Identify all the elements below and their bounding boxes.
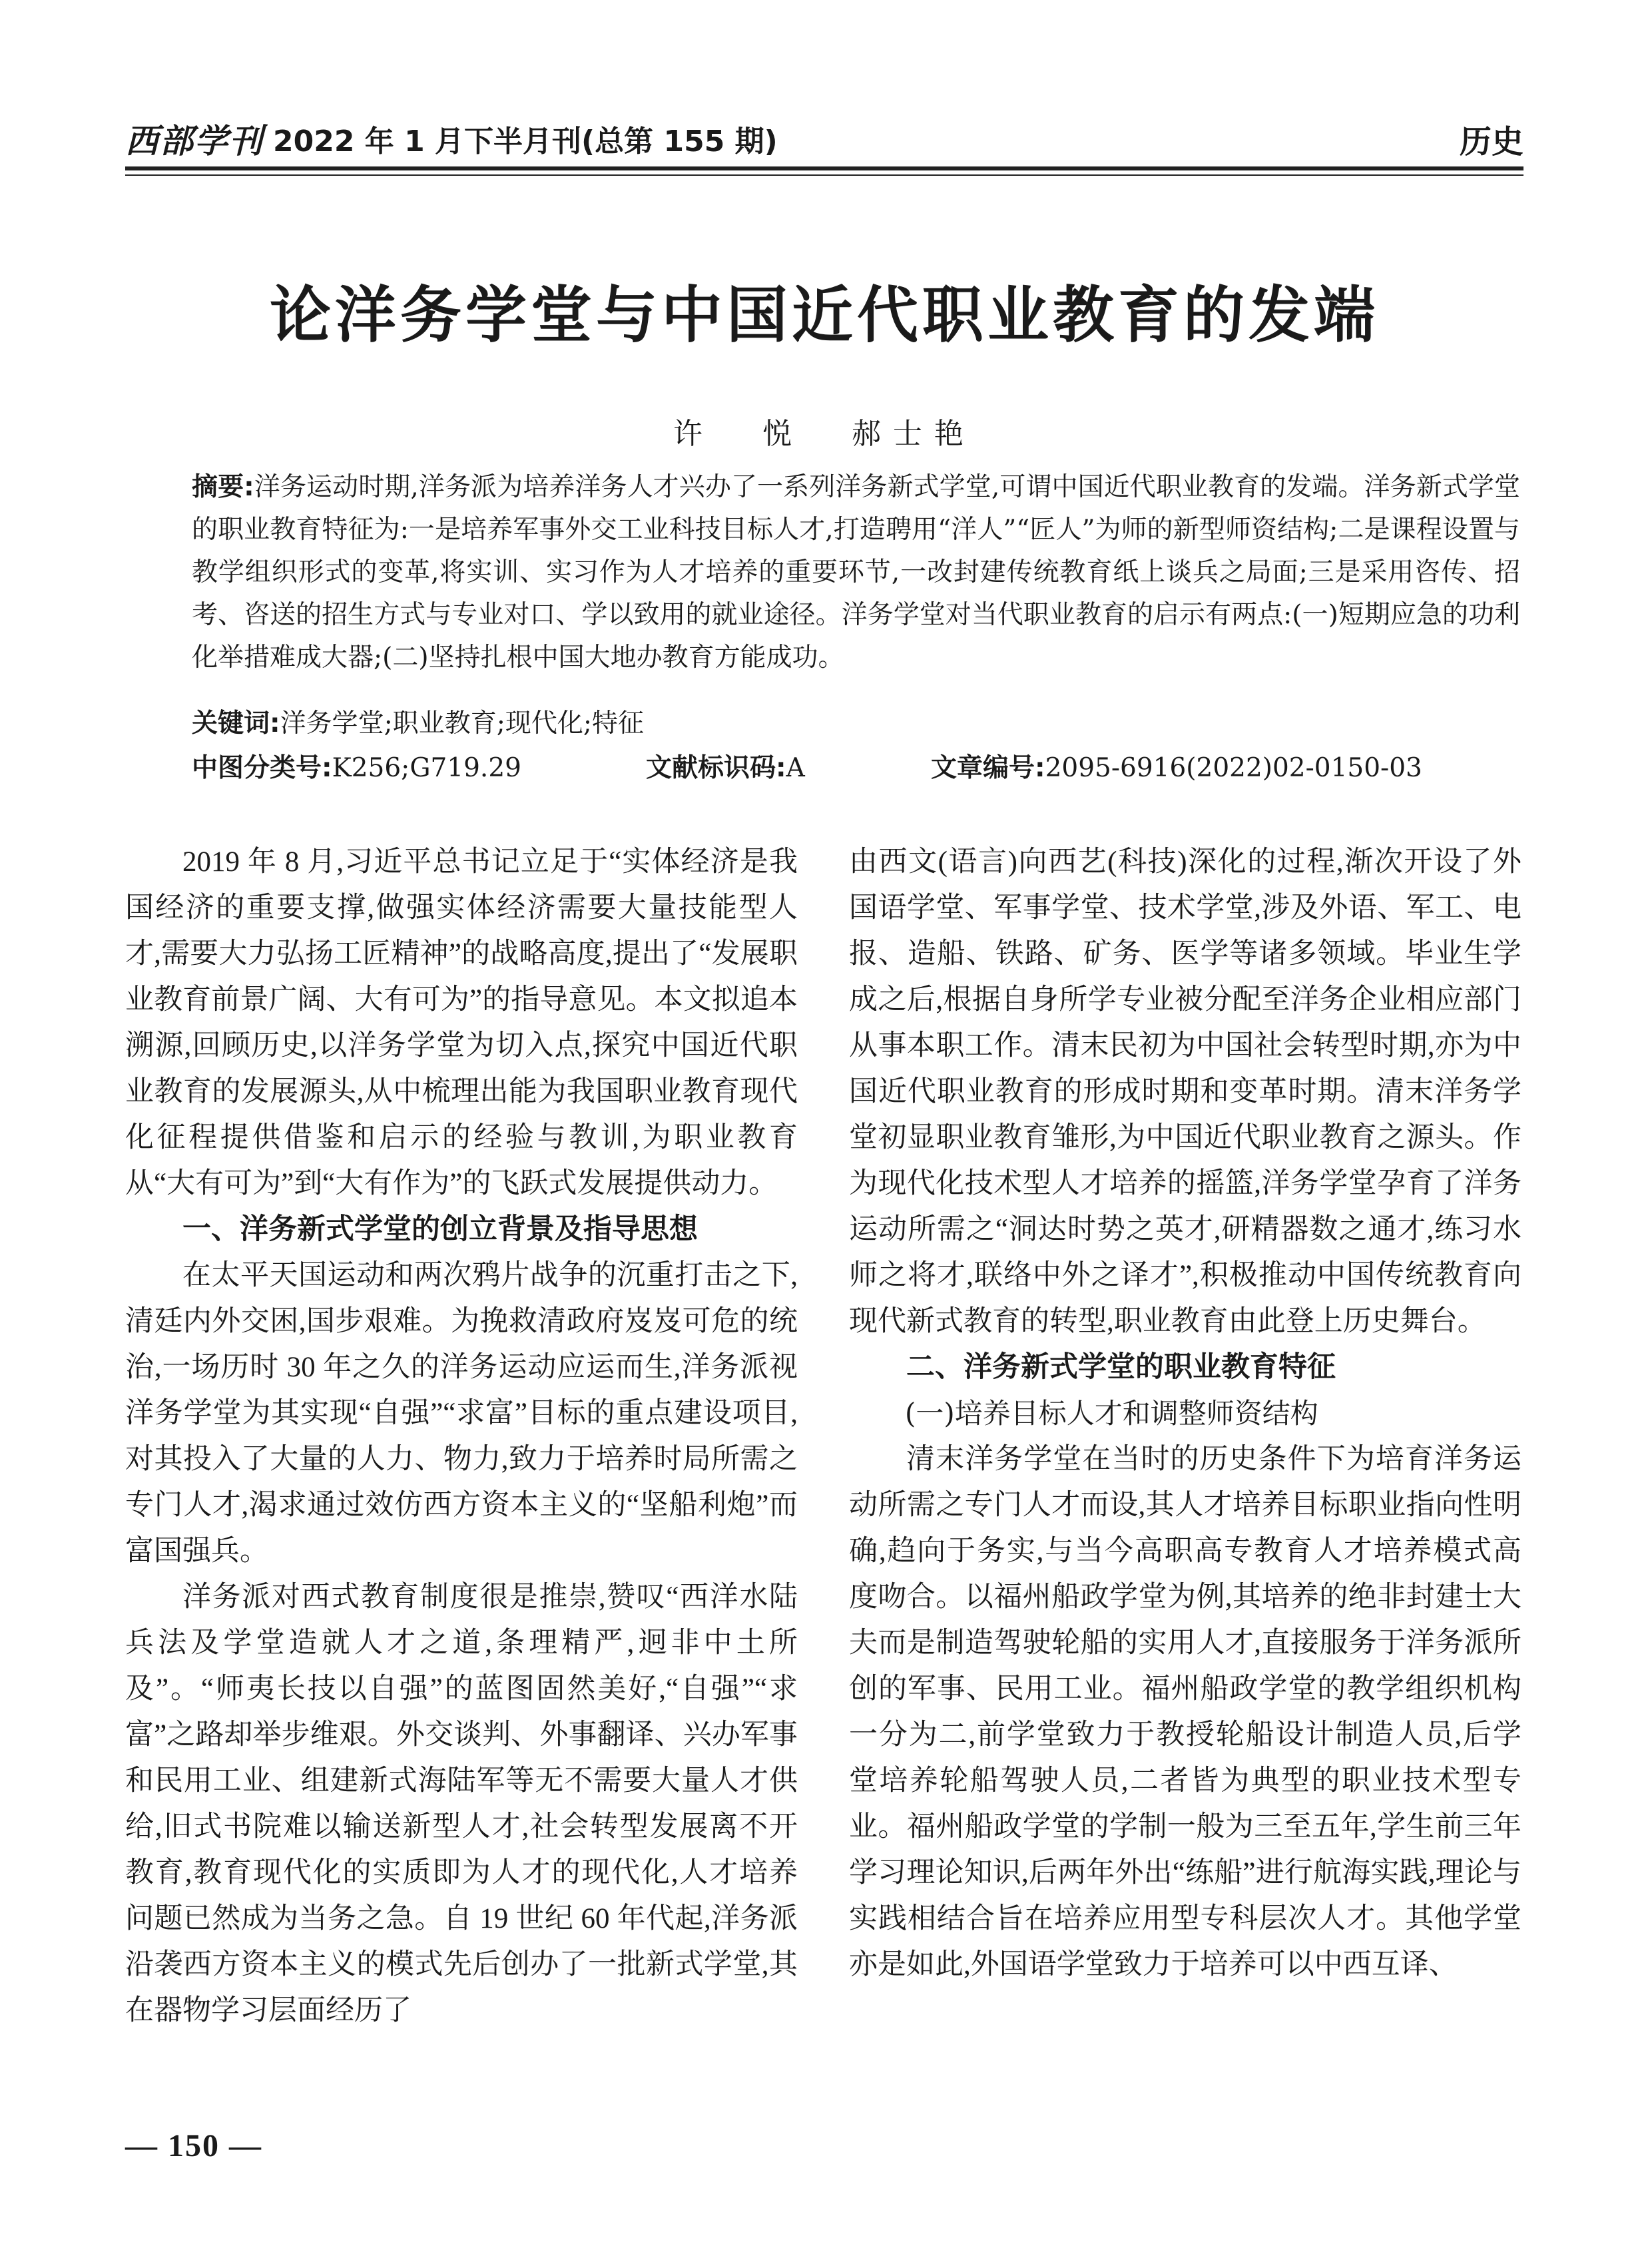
journal-logo: 西部学刊 — [125, 121, 264, 160]
header-left — [125, 115, 778, 162]
issue-info: 2022 年 1 月下半月刊(总第 155 期) — [273, 125, 778, 158]
classification-line — [192, 747, 1520, 790]
paragraph: 由西文(语言)向西艺(科技)深化的过程,渐次开设了外国语学堂、军事学堂、技术学堂,涉及外语、军工、电报、造船、铁路、矿务、医学等诸多领域。毕业生学成之后,根据自身所学专业被分配至洋务企业相应部门从事本职工作。清末民初为中国社会转型时期,亦为中国近代职业教育的形成时期和变革时期。清末洋务学堂初显职业教育雏形,为中国近代职业教育之源头。作为现代化技术型人才培养的摇篮,洋务学堂孕育了洋务运动所需之“洞达时势之英才,研精器数之通才,练习水师之将才,联络中外之译才”,积极推动中国传统教育向现代新式教育的转型,职业教育由此登上历史舞台。 — [849, 846, 1521, 1337]
clc-code: 中图分类号:K256;G719.29 — [192, 753, 521, 783]
paragraph: 洋务派对西式教育制度很是推崇,赞叹“西洋水陆兵法及学堂造就人才之道,条理精严,迥非中土所及”。“师夷长技以自强”的蓝图固然美好,“自强”“求富”之路却举步维艰。外交谈判、外事翻译、兴办军事和民用工业、组建新式海陆军等无不需要大量人才供给,旧式书院难以输送新型人才,社会转型发展离不开教育,教育现代化的实质即为人才的现代化,人才培养问题已然成为当务之急。自 19 世纪 60 年代起,洋务派沿袭西方资本主义的模式先后创办了一批新式学堂,其在器物学习层面经历了 — [125, 1581, 798, 2026]
article-number: 文章编号:2095-6916(2022)02-0150-03 — [931, 753, 1422, 783]
article-title: 论洋务学堂与中国近代职业教育的发端 — [269, 279, 1379, 351]
keywords-label: 关键词: — [192, 708, 280, 738]
abstract — [192, 466, 1520, 679]
paragraph: 清末洋务学堂在当时的历史条件下为培育洋务运动所需之专门人才而设,其人才培养目标职业指向性明确,趋向于务实,与当今高职高专教育人才培养模式高度吻合。以福州船政学堂为例,其培养的绝非封建士大夫而是制造驾驶轮船的实用人才,直接服务于洋务派所创的军事、民用工业。福州船政学堂的教学组织机构一分为二,前学堂致力于教授轮船设计制造人员,后学堂培养轮船驾驶人员,二者皆为典型的职业技术型专业。福州船政学堂的学制一般为三至五年,学生前三年学习理论知识,后两年外出“练船”进行航海实践,理论与实践相结合旨在培养应用型专科层次人才。其他学堂亦是如此,外国语学堂致力于培养可以中西互译、 — [849, 1444, 1521, 1980]
abstract-label: 摘要: — [192, 472, 254, 502]
abstract-text: 洋务运动时期,洋务派为培养洋务人才兴办了一系列洋务新式学堂,可谓中国近代职业教育的发端。洋务新式学堂的职业教育特征为:一是培养军事外交工业科技目标人才,打造聘用“洋人”“匠人”为师的新型师资结构;二是课程设置与教学组织形式的变革,将实训、实习作为人才培养的重要环节,一改封建传统教育纸上谈兵之局面;三是采用咨传、招考、咨送的招生方式与专业对口、学以致用的就业途径。洋务学堂对当代职业教育的启示有两点:(一)短期应急的功利化举措难成大器;(二)坚持扎根中国大地办教育方能成功。 — [192, 472, 1520, 673]
document-code: 文献标识码:A — [646, 753, 805, 783]
paragraph: 2019 年 8 月,习近平总书记立足于“实体经济是我国经济的重要支撑,做强实体经济需要大量技能型人才,需要大力弘扬工匠精神”的战略高度,提出了“发展职业教育前景广阔、大有可为”的指导意见。本文拟追本溯源,回顾历史,以洋务学堂为切入点,探究中国近代职业教育的发展源头,从中梳理出能为我国职业教育现代化征程提供借鉴和启示的经验与教训,为职业教育从“大有可为”到“大有作为”的飞跃式发展提供动力。 — [125, 846, 798, 1199]
keywords-text: 洋务学堂;职业教育;现代化;特征 — [280, 708, 645, 738]
section-heading: 一、洋务新式学堂的创立背景及指导思想 — [182, 1213, 698, 1246]
article-authors: 许 悦 郝士艳 — [673, 417, 975, 451]
header-rule — [125, 166, 1523, 170]
running-header — [125, 112, 1523, 165]
section-heading: 二、洋务新式学堂的职业教育特征 — [906, 1350, 1336, 1384]
subsection-heading: (一)培养目标人才和调整师资结构 — [905, 1397, 1318, 1430]
body-column-right — [849, 839, 1521, 1988]
paragraph: 在太平天国运动和两次鸦片战争的沉重打击之下,清廷内外交困,国步艰难。为挽救清政府岌岌可危的统治,一场历时 30 年之久的洋务运动应运而生,洋务派视洋务学堂为其实现“自强”“求富”目标的重点建设项目,对其投入了大量的人力、物力,致力于培养时局所需之专门人才,渴求通过效仿西方资本主义的“坚船利炮”而富国强兵。 — [125, 1260, 798, 1567]
header-rule-thin — [125, 174, 1523, 176]
keywords — [192, 702, 1520, 745]
section-label: 历史 — [1459, 123, 1523, 160]
page-number: — 150 — — [125, 2128, 262, 2163]
body-column-left — [125, 839, 798, 2034]
